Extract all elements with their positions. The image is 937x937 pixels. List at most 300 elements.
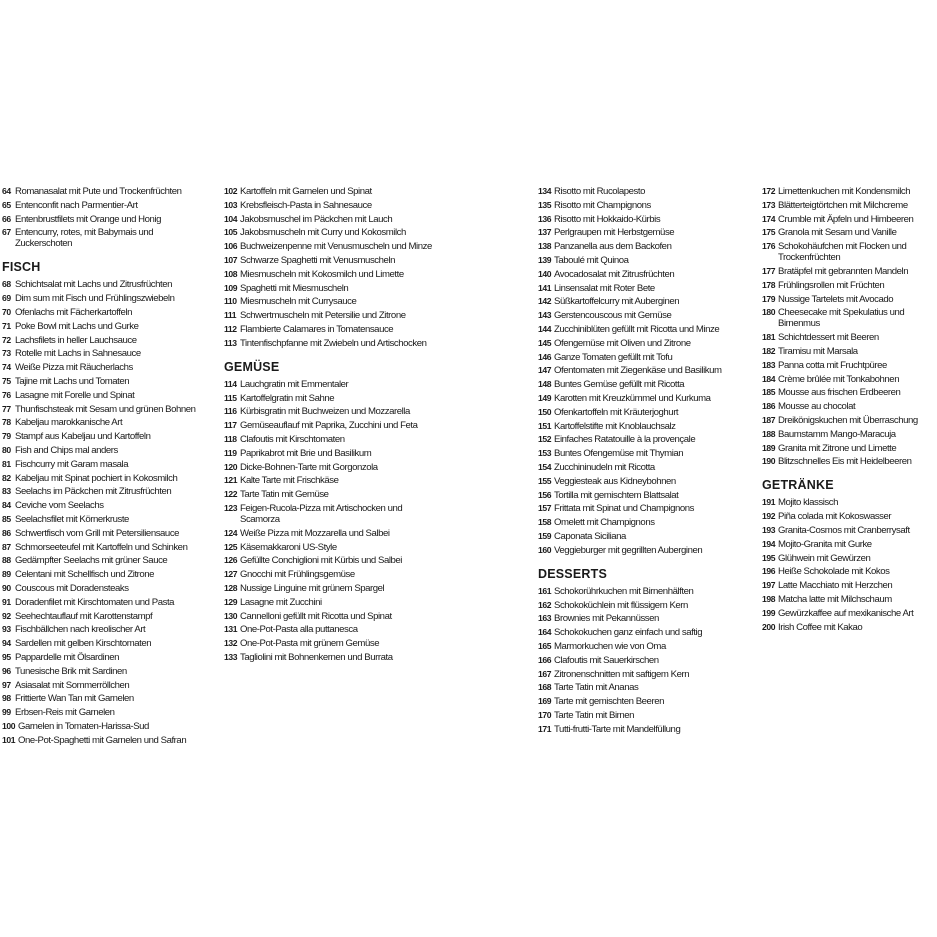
entry-number: 171	[538, 723, 552, 734]
index-entry	[538, 407, 753, 418]
entry-number: 110	[224, 296, 237, 307]
entry-title: Matcha latte mit Milchschaum	[778, 593, 892, 605]
entry-title: Tiramisu mit Marsala	[778, 345, 858, 357]
entry-title: Ofengemüse mit Oliven und Zitrone	[554, 337, 691, 349]
entry-title: Schwarze Spaghetti mit Venusmuscheln	[240, 254, 395, 266]
entry-number: 95	[2, 651, 11, 662]
index-entry	[762, 387, 937, 398]
index-section	[762, 186, 937, 467]
entry-title: Ofentomaten mit Ziegenkäse und Basilikum	[554, 365, 722, 377]
section-title: GETRÄNKE	[762, 478, 834, 493]
entry-number: 118	[224, 433, 237, 444]
entry-number: 148	[538, 379, 552, 390]
entry-number: 83	[2, 486, 11, 497]
index-entry	[2, 200, 202, 211]
index-entry	[538, 655, 753, 666]
entry-title: Ofenlachs mit Fächerkartoffeln	[15, 306, 132, 318]
entry-title: Risotto mit Rucolapesto	[554, 186, 645, 197]
index-entry	[224, 624, 439, 635]
entry-title: Baumstamm Mango-Maracuja	[778, 428, 896, 440]
entry-number: 161	[538, 585, 552, 596]
index-entry	[538, 724, 753, 735]
entry-number: 135	[538, 199, 552, 210]
entry-number: 66	[2, 213, 11, 224]
index-entry	[538, 310, 753, 321]
entry-title: Käsemakkaroni US-Style	[240, 541, 337, 553]
entry-title: Seelachsfilet mit Körnerkruste	[15, 513, 129, 525]
entry-number: 181	[762, 332, 776, 343]
entry-title: Panna cotta mit Fruchtpüree	[778, 359, 887, 371]
index-entry	[762, 307, 937, 329]
entry-number: 88	[2, 555, 11, 566]
entry-title: Seelachs im Päckchen mit Zitrusfrüchten	[15, 486, 172, 498]
index-entry	[2, 321, 202, 332]
entry-title: Caponata Siciliana	[554, 530, 626, 542]
entry-number: 69	[2, 293, 11, 304]
entry-number: 158	[538, 517, 552, 528]
entry-number: 173	[762, 199, 776, 210]
entry-number: 147	[538, 365, 552, 376]
entry-number: 190	[762, 456, 776, 467]
index-entry	[762, 332, 937, 343]
index-entry	[762, 566, 937, 577]
index-entry	[2, 390, 202, 401]
index-entry	[2, 376, 202, 387]
index-entry	[2, 680, 202, 691]
index-entry	[2, 528, 202, 539]
entry-title: Tintenfischpfanne mit Zwiebeln und Artischocken	[240, 337, 427, 349]
index-entry	[224, 296, 439, 307]
index-entry	[762, 346, 937, 357]
entry-number: 67	[2, 227, 11, 238]
entry-title: One-Pot-Pasta alla puttanesca	[240, 624, 358, 636]
entry-number: 115	[224, 392, 237, 403]
index-entry	[2, 652, 202, 663]
index-entry	[762, 227, 937, 238]
entry-title: Buntes Ofengemüse mit Thymian	[554, 448, 684, 460]
entry-title: Ganze Tomaten gefüllt mit Tofu	[554, 351, 673, 363]
entry-title: Entenbrustfilets mit Orange und Honig	[15, 213, 161, 225]
entry-title: Ceviche vom Seelachs	[15, 500, 104, 512]
entry-title: Dreikönigskuchen mit Überraschung	[778, 414, 918, 426]
index-entry	[224, 611, 439, 622]
entry-title: Limettenkuchen mit Kondensmilch	[778, 186, 911, 197]
index-entry	[538, 255, 753, 266]
entry-title: Fischbällchen nach kreolischer Art	[15, 624, 146, 636]
index-entry	[2, 624, 202, 635]
entry-title: Tajine mit Lachs und Tomaten	[15, 375, 130, 387]
entry-title: Clafoutis mit Kirschtomaten	[240, 433, 345, 445]
entry-number: 128	[224, 582, 238, 593]
entry-number: 120	[224, 461, 238, 472]
entry-title: Rotelle mit Lachs in Sahnesauce	[15, 348, 141, 360]
index-entry	[762, 456, 937, 467]
index-entry	[2, 500, 202, 511]
entry-number: 185	[762, 387, 776, 398]
entry-title: Granola mit Sesam und Vanille	[778, 227, 897, 239]
index-entry	[538, 241, 753, 252]
entry-title: Couscous mit Doradensteaks	[15, 582, 129, 594]
index-entry	[538, 227, 753, 238]
entry-number: 91	[2, 596, 11, 607]
entry-title: Heiße Schokolade mit Kokos	[778, 566, 890, 578]
entry-number: 87	[2, 541, 11, 552]
index-entry	[538, 434, 753, 445]
entry-number: 93	[2, 624, 11, 635]
index-entry	[538, 641, 753, 652]
index-entry	[538, 710, 753, 721]
entry-number: 114	[224, 378, 237, 389]
entry-title: Nussige Linguine mit grünem Spargel	[240, 582, 385, 594]
entry-number: 100	[2, 720, 16, 731]
entry-title: Ofenkartoffeln mit Kräuterjoghurt	[554, 406, 679, 418]
index-entry	[2, 293, 202, 304]
entry-title: Linsensalat mit Roter Bete	[554, 282, 655, 294]
entry-title: Clafoutis mit Sauerkirschen	[554, 654, 659, 666]
index-entry	[762, 214, 937, 225]
entry-number: 193	[762, 524, 776, 535]
entry-number: 113	[224, 337, 237, 348]
entry-title: Schichtsalat mit Lachs und Zitrusfrüchten	[15, 279, 172, 291]
entry-title: One-Pot-Spaghetti mit Garnelen und Safran	[18, 734, 187, 746]
entry-number: 169	[538, 696, 552, 707]
entry-number: 162	[538, 599, 552, 610]
index-entry	[224, 555, 439, 566]
entry-number: 197	[762, 580, 776, 591]
entry-title: Kartoffeln mit Garnelen und Spinat	[240, 186, 372, 197]
entry-number: 97	[2, 679, 11, 690]
entry-title: Glühwein mit Gewürzen	[778, 552, 871, 564]
entry-title: Tutti-frutti-Tarte mit Mandelfüllung	[554, 723, 681, 735]
entry-number: 109	[224, 282, 238, 293]
entry-number: 186	[762, 401, 776, 412]
entry-title: Frittierte Wan Tan mit Garnelen	[15, 693, 134, 705]
entry-title: Thunfischsteak mit Sesam und grünen Bohnen	[15, 403, 196, 415]
index-entry	[224, 434, 439, 445]
index-entry	[2, 666, 202, 677]
entry-title: Doradenfilet mit Kirschtomaten und Pasta	[15, 596, 175, 608]
index-entry	[538, 627, 753, 638]
index-entry	[2, 459, 202, 470]
entry-number: 154	[538, 461, 552, 472]
entry-number: 77	[2, 403, 11, 414]
entry-title: Tarte Tatin mit Gemüse	[240, 489, 329, 501]
entry-number: 104	[224, 213, 238, 224]
entry-title: Zitronenschnitten mit saftigem Kern	[554, 668, 690, 680]
entry-number: 157	[538, 503, 552, 514]
entry-number: 90	[2, 582, 11, 593]
entry-number: 151	[538, 420, 552, 431]
entry-number: 180	[762, 307, 776, 318]
entry-title: Tarte Tatin mit Ananas	[554, 682, 639, 694]
index-entry	[2, 445, 202, 456]
entry-number: 111	[224, 310, 237, 321]
entry-number: 68	[2, 279, 11, 290]
index-entry	[538, 600, 753, 611]
entry-number: 192	[762, 511, 776, 522]
entry-title: Fischcurry mit Garam masala	[15, 458, 129, 470]
entry-number: 187	[762, 414, 776, 425]
entry-title: Dim sum mit Fisch und Frühlingszwiebeln	[15, 293, 175, 305]
index-entry	[2, 721, 202, 732]
index-entry	[538, 421, 753, 432]
index-entry	[2, 348, 202, 359]
entry-number: 103	[224, 199, 238, 210]
entry-number: 94	[2, 638, 11, 649]
section-title: DESSERTS	[538, 566, 607, 581]
entry-title: Omelett mit Champignons	[554, 517, 655, 529]
index-column-3	[538, 186, 753, 745]
index-entry	[762, 266, 937, 277]
index-entry	[224, 448, 439, 459]
entry-number: 159	[538, 530, 552, 541]
entry-title: Buntes Gemüse gefüllt mit Ricotta	[554, 379, 685, 391]
index-entry	[762, 622, 937, 633]
entry-number: 184	[762, 373, 776, 384]
entry-title: Mojito-Granita mit Gurke	[778, 538, 872, 550]
index-entry	[538, 296, 753, 307]
index-entry	[224, 406, 439, 417]
entry-title: Entencurry, rotes, mit Babymais und Zuckerschoten	[15, 227, 154, 250]
index-entry	[538, 613, 753, 624]
entry-number: 200	[762, 621, 776, 632]
index-entry	[224, 638, 439, 649]
index-entry	[762, 200, 937, 211]
entry-number: 140	[538, 268, 552, 279]
entry-title: Miesmuscheln mit Kokosmilch und Limette	[240, 268, 404, 280]
entry-title: Perlgraupen mit Herbstgemüse	[554, 227, 675, 239]
entry-title: Blitzschnelles Eis mit Heidelbeeren	[778, 456, 912, 468]
index-entry	[2, 514, 202, 525]
entry-number: 89	[2, 569, 11, 580]
entry-number: 126	[224, 555, 238, 566]
entry-title: Schokoküchlein mit flüssigem Kern	[554, 599, 688, 611]
entry-title: Fish and Chips mal anders	[15, 444, 118, 456]
index-entry	[224, 489, 439, 500]
entry-number: 146	[538, 351, 552, 362]
entry-title: Schichtdessert mit Beeren	[778, 332, 879, 344]
entry-number: 149	[538, 392, 552, 403]
entry-title: Brownies mit Pekannüssen	[554, 613, 659, 625]
index-entry	[224, 338, 439, 349]
index-entry	[224, 200, 439, 211]
entry-title: Mousse au chocolat	[778, 401, 856, 413]
entry-title: Celentani mit Schellfisch und Zitrone	[15, 569, 155, 581]
entry-number: 156	[538, 489, 552, 500]
entry-title: Kartoffelgratin mit Sahne	[240, 392, 335, 404]
entry-number: 152	[538, 434, 552, 445]
index-entry	[538, 682, 753, 693]
entry-number: 198	[762, 593, 776, 604]
index-entry	[762, 280, 937, 291]
entry-title: Entenconfit nach Parmentier-Art	[15, 199, 138, 211]
index-entry	[538, 669, 753, 680]
entry-number: 141	[538, 282, 552, 293]
entry-number: 143	[538, 310, 552, 321]
entry-title: Kartoffelstifte mit Knoblauchsalz	[554, 420, 676, 432]
entry-number: 163	[538, 613, 552, 624]
index-entry	[224, 324, 439, 335]
index-entry	[2, 486, 202, 497]
entry-title: Gefüllte Conchiglioni mit Kürbis und Salbei	[240, 555, 402, 567]
entry-title: Veggiesteak aus Kidneybohnen	[554, 475, 676, 487]
entry-number: 79	[2, 431, 11, 442]
index-entry	[538, 476, 753, 487]
entry-number: 125	[224, 541, 238, 552]
index-section	[762, 477, 937, 632]
entry-number: 142	[538, 296, 552, 307]
index-entry	[762, 553, 937, 564]
entry-number: 155	[538, 475, 552, 486]
entry-number: 189	[762, 442, 776, 453]
index-entry	[2, 583, 202, 594]
entry-title: Schwertfisch vom Grill mit Petersiliensauce	[15, 527, 180, 539]
entry-title: Gewürzkaffee auf mexikanische Art	[778, 607, 914, 619]
entry-title: Jakobsmuschel im Päckchen mit Lauch	[240, 213, 393, 225]
entry-title: Romanasalat mit Pute und Trockenfrüchten	[15, 186, 182, 197]
entry-title: Zucchininudeln mit Ricotta	[554, 461, 655, 473]
section-title: FISCH	[2, 260, 41, 275]
index-entry	[224, 652, 439, 663]
entry-number: 150	[538, 406, 552, 417]
index-entry	[2, 307, 202, 318]
entry-title: Stampf aus Kabeljau und Kartoffeln	[15, 431, 151, 443]
entry-number: 65	[2, 199, 11, 210]
index-entry	[2, 542, 202, 553]
index-entry	[538, 448, 753, 459]
index-entry	[538, 200, 753, 211]
index-entry	[224, 241, 439, 252]
index-entry	[2, 279, 202, 290]
entry-number: 196	[762, 566, 776, 577]
entry-number: 131	[224, 624, 238, 635]
entry-title: Tagliolini mit Bohnenkernen und Burrata	[240, 651, 393, 663]
entry-title: Lasagne mit Forelle und Spinat	[15, 389, 135, 401]
entry-number: 112	[224, 323, 237, 334]
entry-title: Tarte Tatin mit Birnen	[554, 709, 635, 721]
index-entry	[224, 227, 439, 238]
entry-number: 81	[2, 458, 11, 469]
index-entry	[762, 580, 937, 591]
index-entry	[538, 531, 753, 542]
entry-number: 70	[2, 306, 11, 317]
index-section	[538, 186, 753, 556]
index-entry	[224, 475, 439, 486]
index-entry	[2, 362, 202, 373]
entry-number: 183	[762, 359, 776, 370]
index-entry	[224, 310, 439, 321]
index-column-4	[762, 186, 937, 643]
index-entry	[538, 393, 753, 404]
entry-number: 133	[224, 651, 238, 662]
entry-number: 172	[762, 186, 776, 196]
entry-title: Tortilla mit gemischtem Blattsalat	[554, 489, 679, 501]
entry-title: Cannelloni gefüllt mit Ricotta und Spinat	[240, 610, 392, 622]
entry-title: Feigen-Rucola-Pizza mit Artischocken und Scamorza	[240, 502, 403, 525]
entry-number: 138	[538, 241, 552, 252]
entry-title: Kabeljau mit Spinat pochiert in Kokosmilch	[15, 472, 178, 484]
entry-title: Gnocchi mit Frühlingsgemüse	[240, 569, 355, 581]
index-entry	[538, 545, 753, 556]
entry-title: Pappardelle mit Ölsardinen	[15, 651, 120, 663]
entry-title: Lauchgratin mit Emmentaler	[240, 378, 349, 390]
index-column-2	[224, 186, 439, 673]
index-entry	[2, 335, 202, 346]
entry-number: 85	[2, 513, 11, 524]
index-entry	[224, 393, 439, 404]
entry-title: Panzanella aus dem Backofen	[554, 241, 672, 253]
entry-title: Risotto mit Hokkaido-Kürbis	[554, 213, 661, 225]
entry-title: Frühlingsrollen mit Früchten	[778, 279, 885, 291]
entry-number: 129	[224, 596, 238, 607]
index-entry	[762, 443, 937, 454]
index-entry	[224, 379, 439, 390]
entry-title: Mojito klassisch	[778, 497, 838, 509]
index-entry	[2, 597, 202, 608]
index-entry	[762, 429, 937, 440]
entry-title: Irish Coffee mit Kakao	[778, 621, 863, 633]
index-entry	[224, 255, 439, 266]
index-entry	[224, 462, 439, 473]
entry-number: 64	[2, 186, 11, 196]
entry-number: 174	[762, 213, 776, 224]
index-entry	[538, 462, 753, 473]
index-entry	[224, 569, 439, 580]
index-entry	[762, 294, 937, 305]
index-section	[2, 259, 202, 745]
entry-title: Sardellen mit gelben Kirschtomaten	[15, 638, 152, 650]
entry-title: Mousse aus frischen Erdbeeren	[778, 387, 901, 399]
entry-title: Kalte Tarte mit Frischkäse	[240, 475, 339, 487]
entry-number: 105	[224, 227, 238, 238]
entry-title: Tarte mit gemischten Beeren	[554, 696, 664, 708]
entry-number: 119	[224, 447, 237, 458]
entry-number: 191	[762, 497, 776, 508]
index-entry	[538, 269, 753, 280]
entry-number: 107	[224, 254, 238, 265]
entry-number: 145	[538, 337, 552, 348]
index-entry	[2, 638, 202, 649]
index-entry	[762, 497, 937, 508]
entry-number: 101	[2, 734, 16, 745]
entry-number: 136	[538, 213, 552, 224]
entry-number: 165	[538, 640, 552, 651]
entry-title: Schmorseeteufel mit Kartoffeln und Schinken	[15, 541, 188, 553]
entry-title: Crème brûlée mit Tonkabohnen	[778, 373, 900, 385]
entry-number: 167	[538, 668, 552, 679]
entry-title: Gerstencouscous mit Gemüse	[554, 310, 672, 322]
entry-number: 116	[224, 406, 237, 417]
entry-title: One-Pot-Pasta mit grünem Gemüse	[240, 638, 380, 650]
entry-title: Latte Macchiato mit Herzchen	[778, 580, 893, 592]
entry-title: Süßkartoffelcurry mit Auberginen	[554, 296, 680, 308]
entry-title: Flambierte Calamares in Tomatensauce	[240, 323, 394, 335]
index-entry	[762, 186, 937, 197]
entry-number: 166	[538, 654, 552, 665]
entry-number: 102	[224, 186, 238, 196]
entry-title: Seehechtauflauf mit Karottenstampf	[15, 610, 153, 622]
entry-number: 153	[538, 448, 552, 459]
entry-number: 179	[762, 293, 776, 304]
entry-number: 160	[538, 544, 552, 555]
entry-title: Jakobsmuscheln mit Curry und Kokosmilch	[240, 227, 406, 239]
entry-number: 144	[538, 323, 552, 334]
index-entry	[538, 186, 753, 197]
entry-number: 99	[2, 707, 11, 718]
index-section	[2, 186, 202, 249]
entry-number: 127	[224, 569, 238, 580]
index-entry	[2, 186, 202, 197]
